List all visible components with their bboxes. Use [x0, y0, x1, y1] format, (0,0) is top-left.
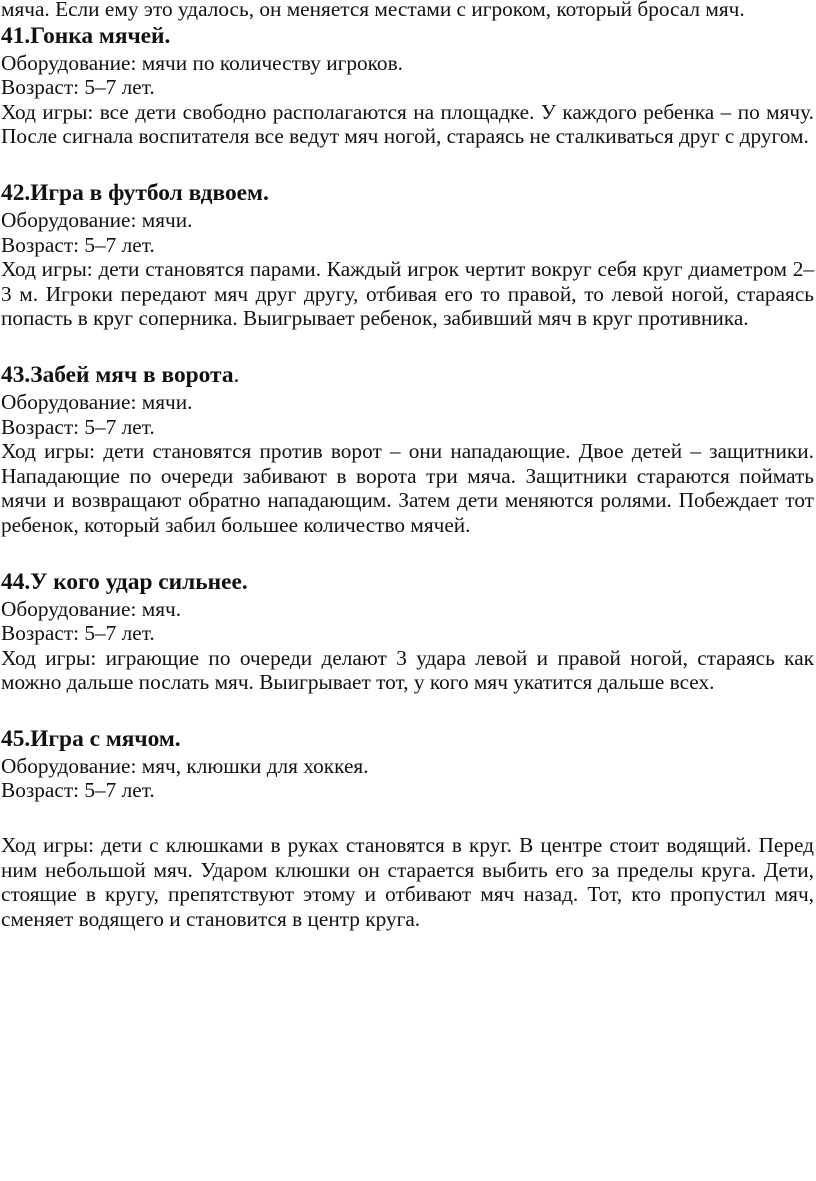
game-section-42 [1, 179, 814, 331]
game-description: Ход игры: дети становятся против ворот – они нападающие. Двое детей – защитники. Нападающие по очереди забивают в ворота три мяча. Защитники стараются поймать мячи и возвращают обратно нападающим. Затем дети меняются ролями. Побеждает тот ребенок, который забил большее количество мячей. [1, 439, 814, 537]
spacer [1, 695, 814, 725]
game-age: Возраст: 5–7 лет. [1, 621, 155, 646]
game-age: Возраст: 5–7 лет. [1, 75, 155, 100]
game-description: Ход игры: играющие по очереди делают 3 удара левой и правой ногой, стараясь как можно дальше послать мяч. Выигрывает тот, у кого мяч укатится дальше всех. [1, 645, 814, 695]
spacer [1, 803, 814, 833]
game-equipment: Оборудование: мяч. [1, 596, 182, 621]
game-description: Ход игры: все дети свободно располагаются на площадке. У каждого ребенка – по мячу. После сигнала воспитателя все ведут мяч ногой, стараясь не сталкиваться друг с другом. [1, 99, 814, 149]
game-section-45 [1, 725, 814, 932]
game-section-41 [1, 22, 814, 149]
game-title: 42.Игра в футбол вдвоем. [1, 179, 269, 206]
game-section-43 [1, 361, 814, 538]
game-title-row [1, 361, 814, 390]
spacer [1, 538, 814, 568]
intro-paragraph: мяча. Если ему это удалось, он меняется местами с игроком, который бросал мяч. [1, 0, 745, 21]
game-equipment: Оборудование: мячи. [1, 389, 193, 414]
game-title: 43.Забей мяч в ворота [1, 361, 234, 388]
spacer [1, 331, 814, 361]
game-age: Возраст: 5–7 лет. [1, 778, 155, 803]
game-title-suffix: . [233, 361, 240, 388]
game-equipment: Оборудование: мячи по количеству игроков. [1, 50, 403, 75]
game-age: Возраст: 5–7 лет. [1, 414, 155, 439]
game-section-44 [1, 568, 814, 695]
game-title: 41.Гонка мячей. [1, 22, 171, 49]
spacer [1, 149, 814, 179]
game-equipment: Оборудование: мяч, клюшки для хоккея. [1, 753, 369, 778]
game-equipment: Оборудование: мячи. [1, 207, 193, 232]
game-description: Ход игры: дети с клюшками в руках становятся в круг. В центре стоит водящий. Перед ним небольшой мяч. Ударом клюшки он старается выбить его за пределы круга. Дети, стоящие в кругу, препятствуют этому и отбивают мяч назад. Тот, кто пропустил мяч, сменяет водящего и становится в центр круга. [1, 833, 814, 931]
game-title: 44.У кого удар сильнее. [1, 568, 248, 595]
game-description: Ход игры: дети становятся парами. Каждый игрок чертит вокруг себя круг диаметром 2–3 м. Игроки передают мяч друг другу, отбивая его то правой, то левой ногой, стараясь попасть в круг соперника. Выигрывает ребенок, забивший мяч в круг противника. [1, 257, 814, 331]
game-title: 45.Игра с мячом. [1, 725, 181, 752]
game-age: Возраст: 5–7 лет. [1, 232, 155, 257]
